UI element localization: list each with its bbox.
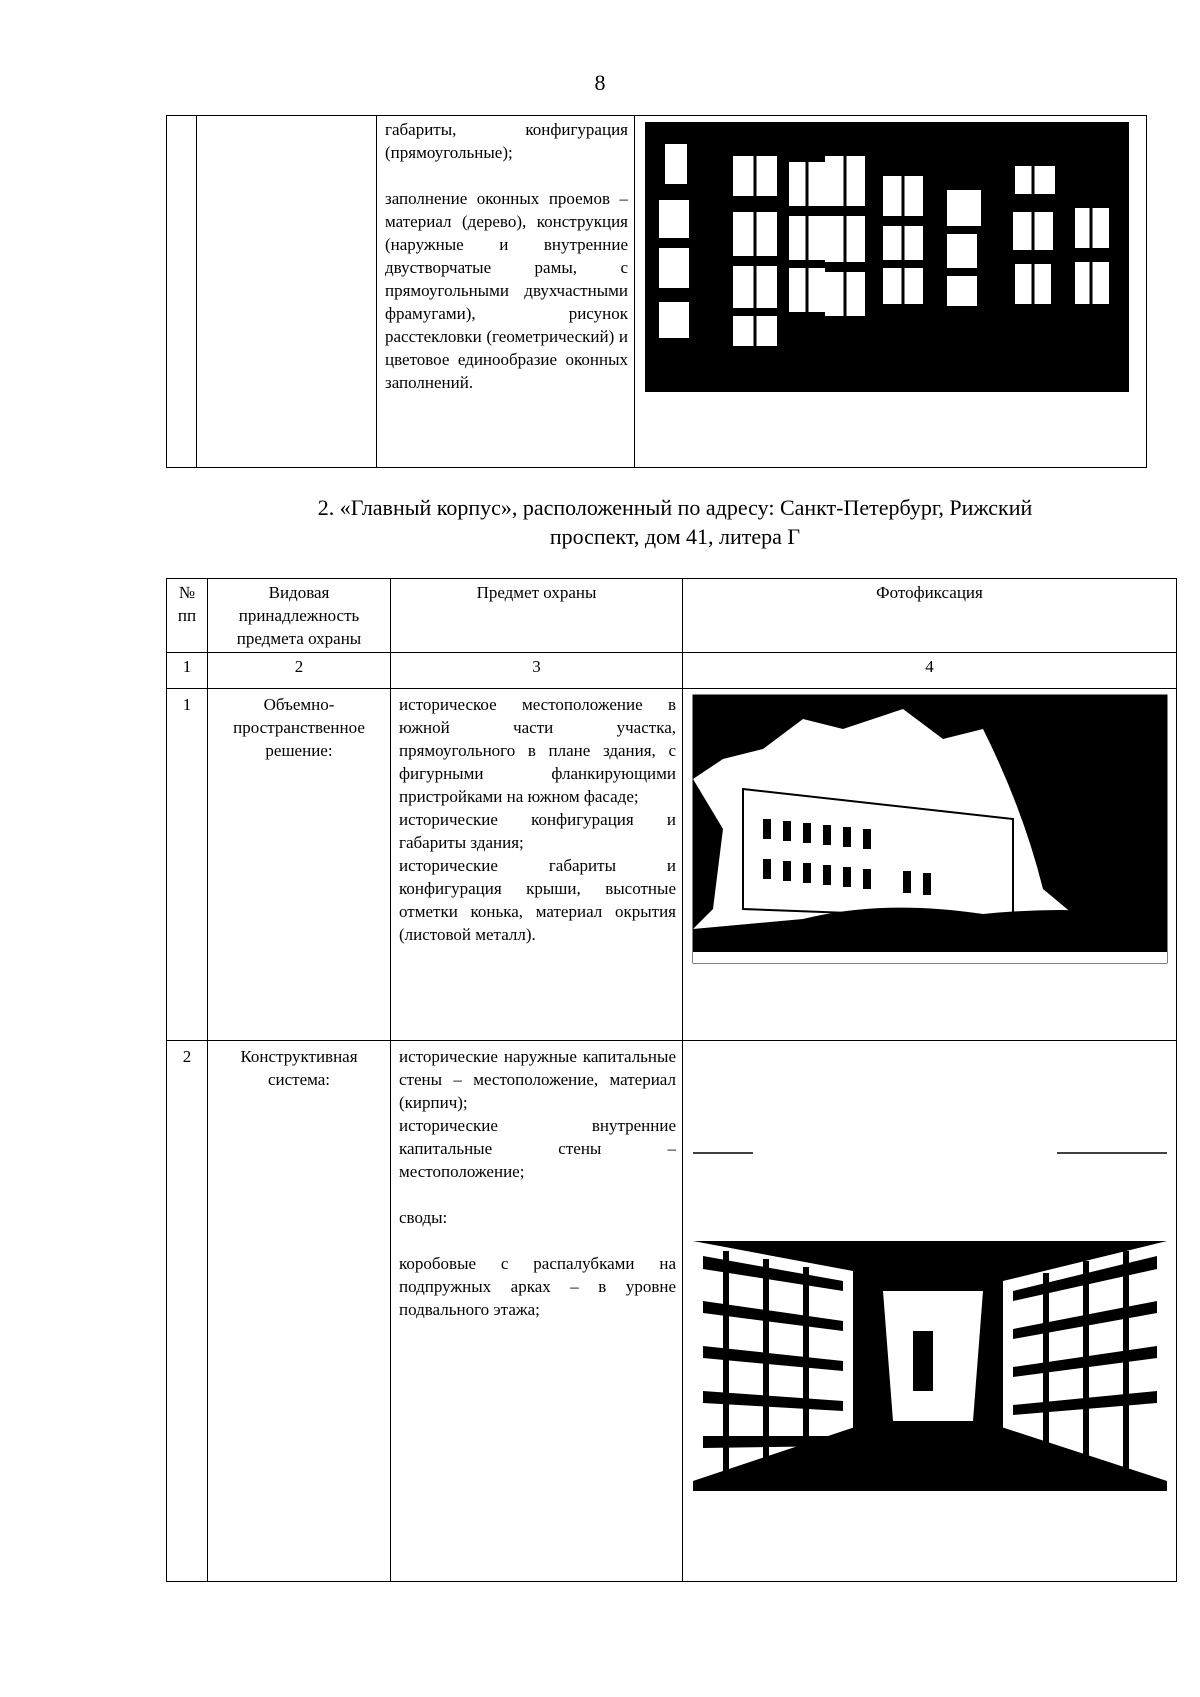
subject-item: коробовые с распалубками на подпружных арках – в уровне подвального этажа;	[399, 1254, 676, 1319]
col-number: 3	[391, 653, 683, 689]
section-heading-line1: 2. «Главный корпус», расположенный по адресу: Санкт-Петербург, Рижский	[317, 495, 1033, 520]
interior-windows-photo	[635, 116, 1147, 466]
protection-subject-table	[166, 578, 1177, 1582]
section-heading-line2: проспект, дом 41, литера Г	[549, 524, 801, 549]
row-num: 1	[167, 689, 208, 1041]
col-number: 2	[208, 653, 391, 689]
header-num: № пп	[167, 579, 208, 653]
subject-item: исторические габариты и конфигурация крыши, высотные отметки конька, материал окрытия (листовой металл).	[399, 856, 676, 944]
header-type: Видовая принадлежность предмета охраны	[208, 579, 391, 653]
row-type: Объемно-пространственное решение:	[208, 689, 391, 1041]
row-subject	[391, 1041, 683, 1582]
subject-item: исторические наружные капитальные стены – местоположение, материал (кирпич);	[399, 1047, 676, 1112]
photo-cell	[683, 689, 1177, 1041]
photo-cell	[635, 116, 1147, 468]
row-type: Конструктивная система:	[208, 1041, 391, 1582]
num-cell	[167, 116, 197, 468]
row-num: 2	[167, 1041, 208, 1582]
archive-shelves-photo	[683, 1041, 1177, 1581]
table-header-row	[167, 579, 1177, 653]
header-photo: Фотофиксация	[683, 579, 1177, 653]
row-subject	[391, 689, 683, 1041]
main-building-photo	[683, 689, 1177, 969]
protection-text-dimensions: габариты, конфигурация (прямоугольные);	[385, 120, 628, 162]
type-cell	[197, 116, 377, 468]
protection-subject-cell	[377, 116, 635, 468]
col-number: 4	[683, 653, 1177, 689]
subject-item: своды:	[399, 1208, 448, 1227]
continuation-table	[166, 115, 1147, 468]
subject-item: историческое местоположение в южной части участка, прямоугольного в плане здания, с фигурными фланкирующими пристройками на южном фасаде;	[399, 695, 676, 806]
protection-text-windows: заполнение оконных проемов – материал (дерево), конструкция (наружные и внутренние двустворчатые рамы, с прямоугольными двухчастными фрамугами), рисунок расстекловки (геометрический) и цветовое единообразие оконных заполнений.	[385, 189, 628, 392]
subject-item: исторические конфигурация и габариты здания;	[399, 810, 676, 852]
table-row	[167, 689, 1177, 1041]
column-number-row	[167, 653, 1177, 689]
subject-item: исторические внутренние капитальные стены – местоположение;	[399, 1116, 676, 1181]
table-row	[167, 1041, 1177, 1582]
page-number: 8	[594, 70, 606, 95]
header-subject: Предмет охраны	[391, 579, 683, 653]
col-number: 1	[167, 653, 208, 689]
photo-cell	[683, 1041, 1177, 1582]
section-heading	[250, 493, 1100, 551]
